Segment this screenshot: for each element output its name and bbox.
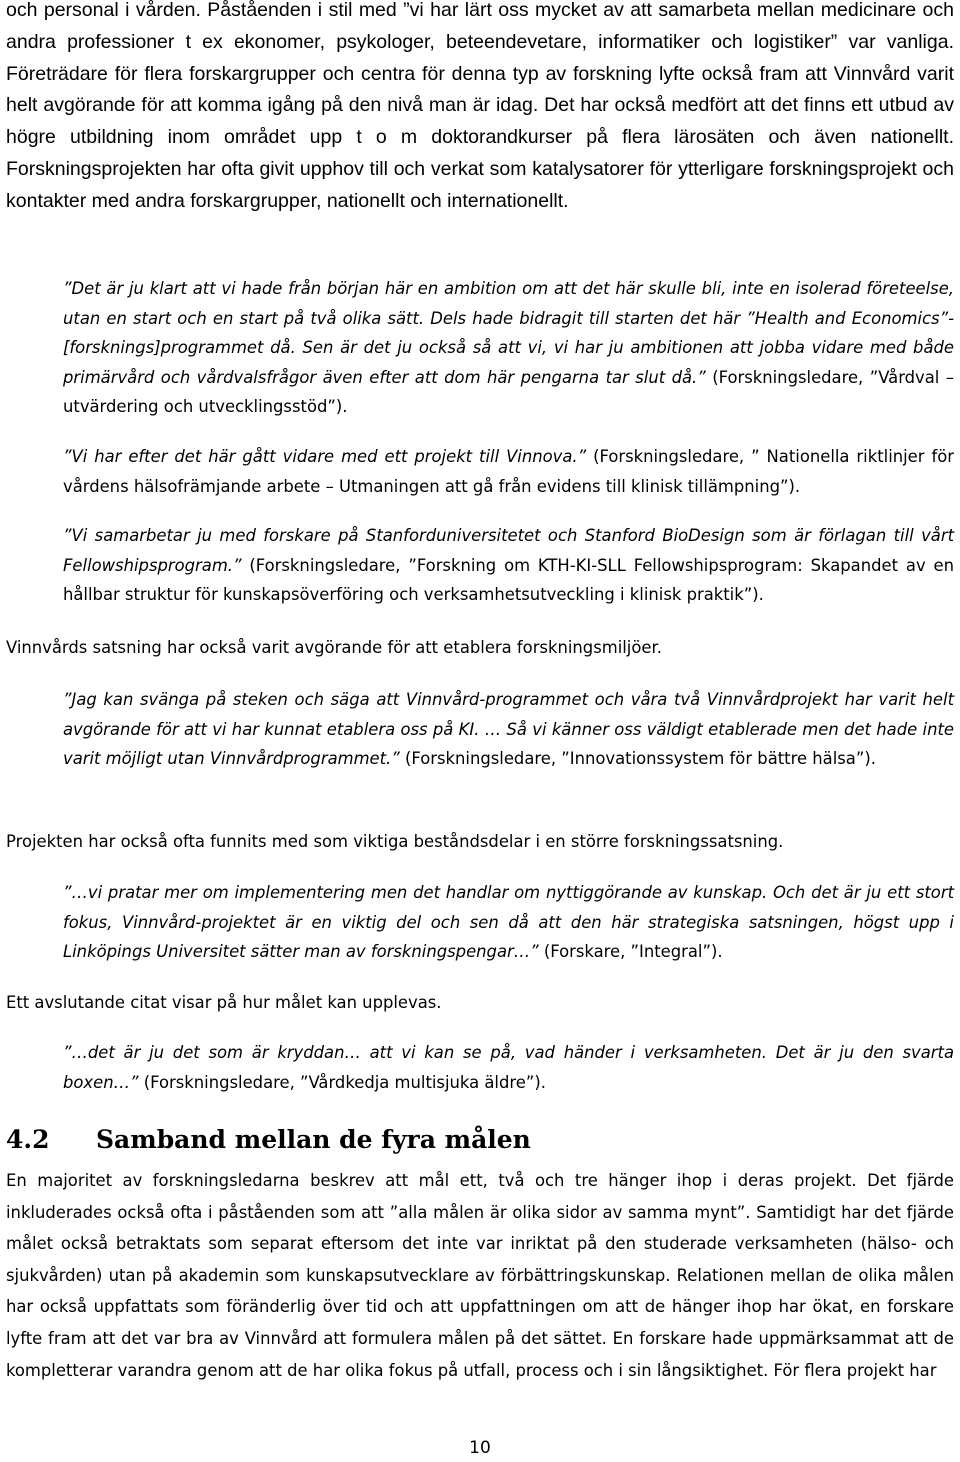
- body-paragraph-2: Vinnvårds satsning har också varit avgörande för att etablera forskningsmiljöer.: [6, 638, 662, 657]
- body-paragraph-1: och personal i vården. Påståenden i stil med ”vi har lärt oss mycket av att samarbeta mellan medicinare och andra professioner t ex ekonomer, psykologer, beteendevetare, informatiker och logistiker” var vanliga. Företrädare för flera forskargrupper och centra för denna typ av forskning lyfte också fram att Vinnvård varit helt avgörande för att komma igång på den nivå man är idag. Det har också medfört att det finns ett utbud av högre utbildning inom området upp t o m doktorandkurser på flera lärosäten och även nationellt. Forskningsprojekten har ofta givit upphov till och verkat som katalysatorer för ytterligare forskningsprojekt och kontakter med andra forskargrupper, nationellt och internationellt.: [6, 0, 954, 212]
- quote-3-source: (Forskningsledare, ”Forskning om KTH-KI-SLL Fellowshipsprogram: Skapandet av en hållbar struktur för kunskapsöverföring och verksamhetsutveckling i klinisk praktik”).: [63, 555, 954, 605]
- quote-4-text: ”Jag kan svänga på steken och säga att Vinnvård-programmet och våra två Vinnvårdprojekt har varit helt avgörande för att vi har kunnat etablera oss på KI. … Så vi känner oss väldigt etablerade men det hade inte varit möjligt utan Vinnvårdprogrammet.”: [63, 690, 954, 769]
- quote-4-source: (Forskningsledare, ”Innovationssystem för bättre hälsa”).: [404, 749, 876, 769]
- section-number: 4.2: [6, 1125, 50, 1154]
- quote-1-text: ”Det är ju klart att vi hade från början här en ambition om att det här skulle bli, inte en isolerad företeelse, utan en start och en start på två olika sätt. Dels hade bidragit till starten det här ”Health and Economics”-[forsknings]programmet då. Sen är det ju också så att vi, vi har ju ambitionen att jobba vidare med både primärvård och vårdvalsfrågor även efter att dom här pengarna tar slut då.”: [63, 279, 954, 387]
- quote-6: [63, 1038, 954, 1097]
- quote-5-source: (Forskare, ”Integral”).: [543, 942, 723, 962]
- quote-4: [63, 685, 954, 774]
- section-title: Samband mellan de fyra målen: [96, 1125, 531, 1154]
- quote-2-source: (Forskningsledare, ” Nationella riktlinjer för vårdens hälsofrämjande arbete – Utmaningen att gå från evidens till klinisk tillämpning”).: [63, 447, 954, 496]
- quote-1: [63, 274, 954, 422]
- quote-3-text: ”Vi samarbetar ju med forskare på Stanforduniversitetet och Stanford BioDesign som är förlagan till vårt Fellowshipsprogram.”: [63, 526, 954, 575]
- quote-5-text: ”…vi pratar mer om implementering men det handlar om nyttiggörande av kunskap. Och det är ju ett stort fokus, Vinnvård-projektet är en viktig del och sen då att den här strategiska satsningen, högst upp i Linköpings Universitet sätter man av forskningspengar…”: [63, 883, 954, 962]
- body-paragraph-3: Projekten har också ofta funnits med som viktiga beståndsdelar i en större forskningssatsning.: [6, 832, 784, 851]
- page-number: 10: [469, 1438, 491, 1458]
- section-heading: [6, 1122, 531, 1158]
- quote-6-text: ”…det är ju det som är kryddan… att vi kan se på, vad händer i verksamheten. Det är ju den svarta boxen…”: [63, 1043, 954, 1092]
- quote-2-text: ”Vi har efter det här gått vidare med ett projekt till Vinnova.”: [63, 447, 587, 466]
- quote-5: [63, 878, 954, 967]
- quote-2: [63, 442, 954, 501]
- body-paragraph-4: Ett avslutande citat visar på hur målet kan upplevas.: [6, 993, 442, 1012]
- quote-6-source: (Forskningsledare, ”Vårdkedja multisjuka äldre”).: [143, 1072, 546, 1092]
- quote-1-source: (Forskningsledare, ”Vårdval – utvärdering och utvecklingsstöd”).: [63, 367, 954, 417]
- quote-3: [63, 521, 954, 610]
- body-paragraph-5: En majoritet av forskningsledarna beskrev att mål ett, två och tre hänger ihop i deras projekt. Det fjärde inkluderades också ofta i påståenden som att ”alla målen är olika sidor av samma mynt”. Samtidigt har det fjärde målet också betraktats som separat eftersom det inte var inriktat på den studerade verksamheten (hälso- och sjukvården) utan på akademin som kunskapsutvecklare av förbättringskunskap. Relationen mellan de olika målen har också uppfattats som föränderlig över tid och att uppfattningen om att de hänger ihop har ökat, en forskare lyfte fram att det var bra av Vinnvård att formulera målen på det sättet. En forskare hade uppmärksammat att de kompletterar varandra genom att de har olika fokus på utfall, process och i sin långsiktighet. För flera projekt har: [6, 1171, 954, 1380]
